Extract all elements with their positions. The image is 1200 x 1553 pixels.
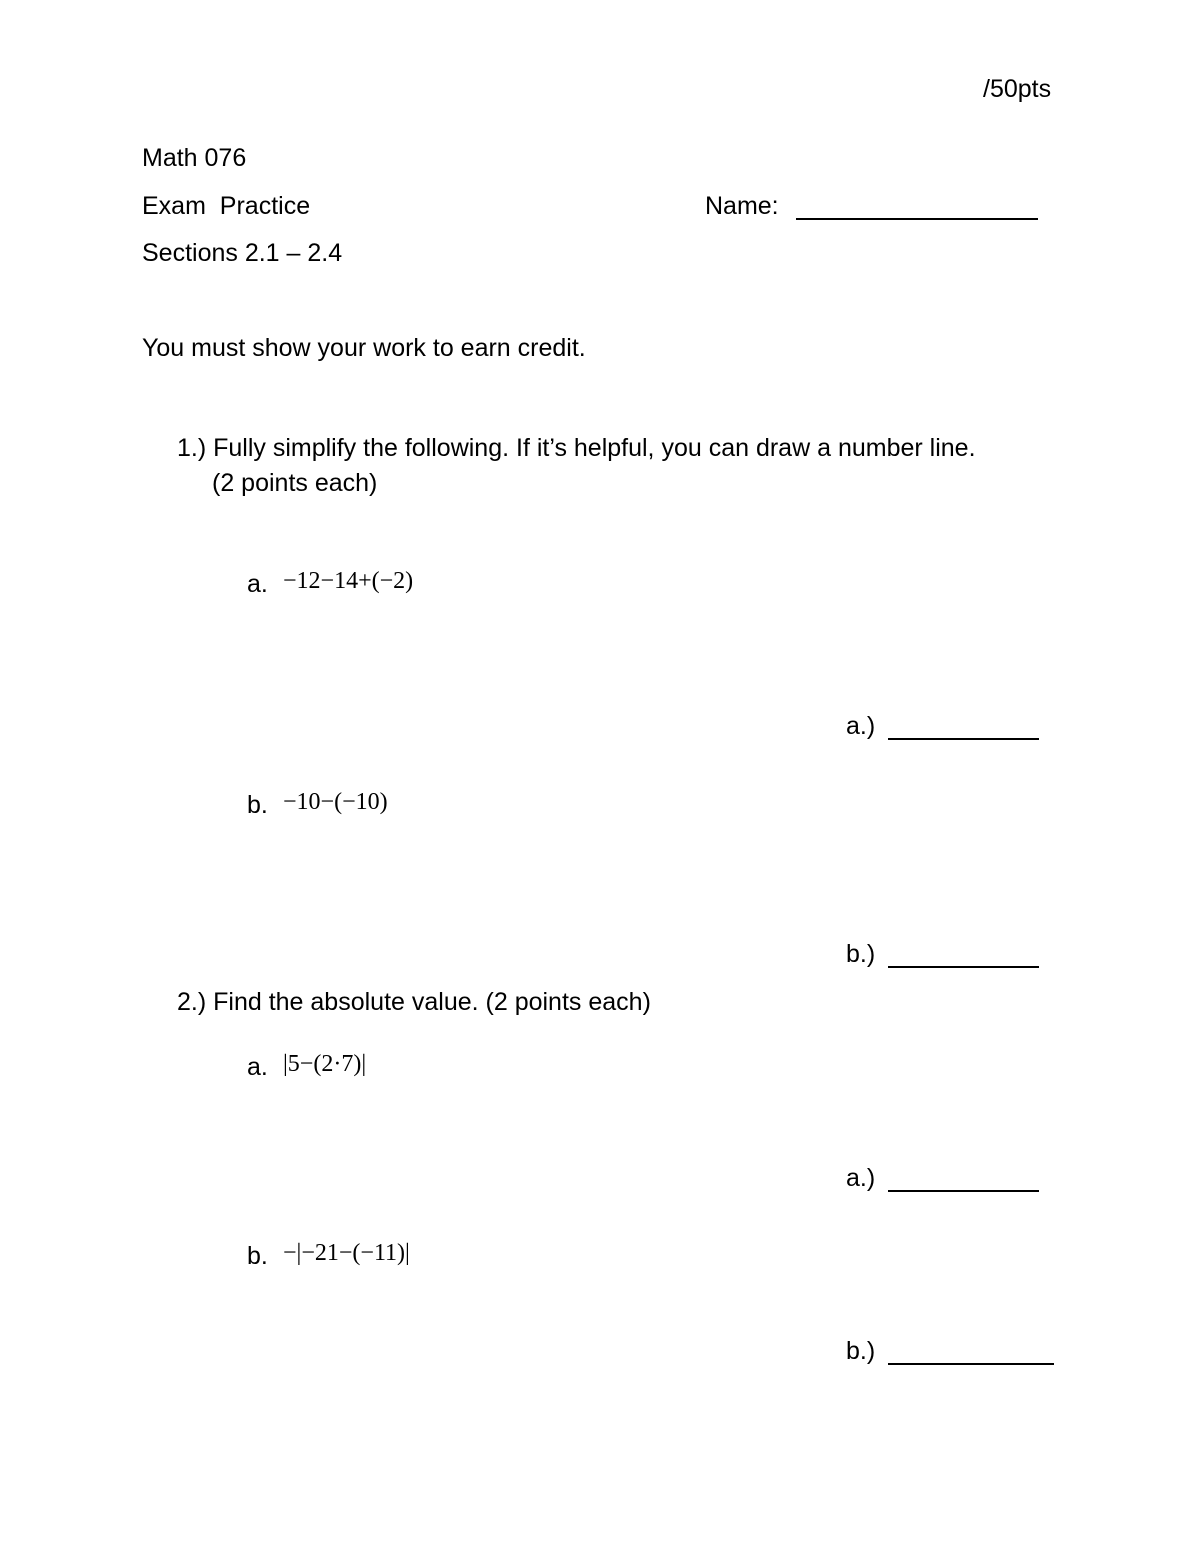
question-1-prompt: 1.) Fully simplify the following. If it’s helpful, you can draw a number line.	[177, 434, 976, 462]
q1b-label: b.	[247, 791, 268, 819]
q2b-answer-blank	[888, 1339, 1054, 1365]
exam-title: Exam Practice	[142, 192, 311, 220]
q2a-label: a.	[247, 1053, 268, 1081]
name-blank	[796, 194, 1038, 220]
q2a-answer-field[interactable]	[888, 1166, 1039, 1197]
q1a-answer-blank	[888, 714, 1039, 740]
q1b-answer-field[interactable]	[888, 942, 1039, 973]
question-1-points: (2 points each)	[212, 469, 378, 497]
instructions: You must show your work to earn credit.	[142, 334, 586, 362]
q2b-answer-label: b.)	[846, 1337, 876, 1365]
q2b-expression: −|−21−(−11)|	[283, 1240, 410, 1266]
name-field[interactable]	[796, 194, 1038, 225]
q1a-expression: −12−14+(−2)	[283, 568, 414, 594]
points-total: /50pts	[983, 75, 1052, 103]
q1b-answer-label: b.)	[846, 940, 876, 968]
q1b-answer-blank	[888, 942, 1039, 968]
q2a-answer-label: a.)	[846, 1164, 876, 1192]
name-label: Name:	[705, 192, 779, 220]
q1a-label: a.	[247, 570, 268, 598]
q2b-answer-field[interactable]	[888, 1339, 1054, 1370]
q2a-answer-blank	[888, 1166, 1039, 1192]
q1b-expression: −10−(−10)	[283, 789, 388, 815]
question-2-prompt: 2.) Find the absolute value. (2 points each)	[177, 988, 651, 1016]
q2a-expression: |5−(2·7)|	[283, 1051, 367, 1077]
q2b-label: b.	[247, 1242, 268, 1270]
course-title: Math 076	[142, 144, 247, 172]
sections-label: Sections 2.1 – 2.4	[142, 239, 343, 267]
q1a-answer-label: a.)	[846, 712, 876, 740]
q1a-answer-field[interactable]	[888, 714, 1039, 745]
